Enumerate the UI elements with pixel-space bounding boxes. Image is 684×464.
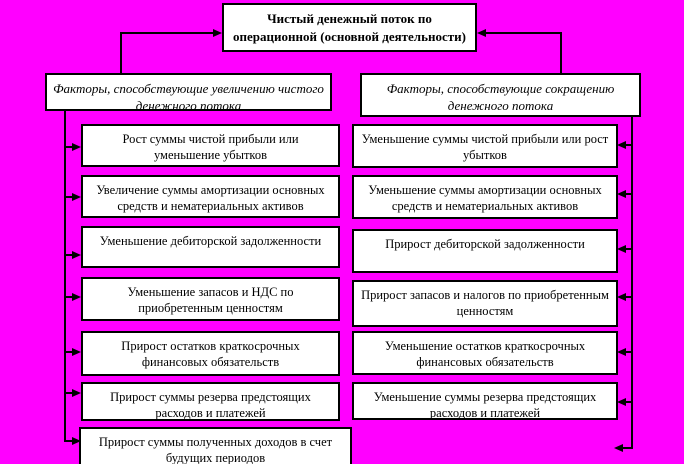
arrow-right-icon <box>72 348 81 356</box>
connector-line <box>626 144 633 146</box>
left-factor-5: Прирост остатков краткосрочных финансовых обязательств <box>81 331 340 376</box>
left-factor-2: Увеличение суммы амортизации основных средств и нематериальных активов <box>81 175 340 218</box>
left-factor-1: Рост суммы чистой прибыли или уменьшение убытков <box>81 124 340 167</box>
connector-line <box>560 33 562 73</box>
connector-line <box>623 447 633 449</box>
right-factor-4: Прирост запасов и налогов по приобретенным ценностям <box>352 280 618 327</box>
left-factor-7: Прирост суммы полученных доходов в счет будущих периодов <box>79 427 352 464</box>
connector-line <box>626 296 633 298</box>
connector-line <box>486 32 562 34</box>
title-line-1: Чистый денежный поток по <box>267 11 432 26</box>
arrow-left-icon <box>617 190 626 198</box>
arrow-right-icon <box>72 293 81 301</box>
left-factor-6: Прирост суммы резерва предстоящих расходов и платежей <box>81 382 340 421</box>
connector-line <box>120 33 122 73</box>
arrow-left-icon <box>617 348 626 356</box>
connector-line <box>626 401 633 403</box>
right-factor-6: Уменьшение суммы резерва предстоящих расходов и платежей <box>352 382 618 420</box>
right-factor-5: Уменьшение остатков краткосрочных финансовых обязательств <box>352 331 618 375</box>
connector-line <box>631 116 633 449</box>
left-factor-3: Уменьшение дебиторской задолженности <box>81 226 340 268</box>
title-line-2: операционной (основной деятельности) <box>233 29 466 44</box>
arrow-left-icon <box>617 245 626 253</box>
right-factor-1: Уменьшение суммы чистой прибыли или рост убытков <box>352 124 618 168</box>
right-column-header: Факторы, способствующие сокращению денежного потока <box>360 73 641 117</box>
arrow-left-icon <box>614 444 623 452</box>
arrow-left-icon <box>617 293 626 301</box>
connector-line <box>626 248 633 250</box>
arrow-right-icon <box>72 193 81 201</box>
arrow-left-icon <box>617 398 626 406</box>
connector-line <box>120 32 214 34</box>
arrow-right-icon <box>72 389 81 397</box>
connector-line <box>626 193 633 195</box>
arrow-right-icon <box>72 143 81 151</box>
right-factor-2: Уменьшение суммы амортизации основных средств и нематериальных активов <box>352 175 618 219</box>
left-factor-4: Уменьшение запасов и НДС по приобретенным ценностям <box>81 277 340 321</box>
connector-line <box>626 351 633 353</box>
title-box <box>222 3 477 52</box>
arrow-left-icon <box>477 29 486 37</box>
right-factor-3: Прирост дебиторской задолженности <box>352 229 618 273</box>
arrow-left-icon <box>617 141 626 149</box>
arrow-right-icon <box>72 251 81 259</box>
arrow-right-icon <box>213 29 222 37</box>
left-column-header: Факторы, способствующие увеличению чистого денежного потока <box>45 73 332 111</box>
